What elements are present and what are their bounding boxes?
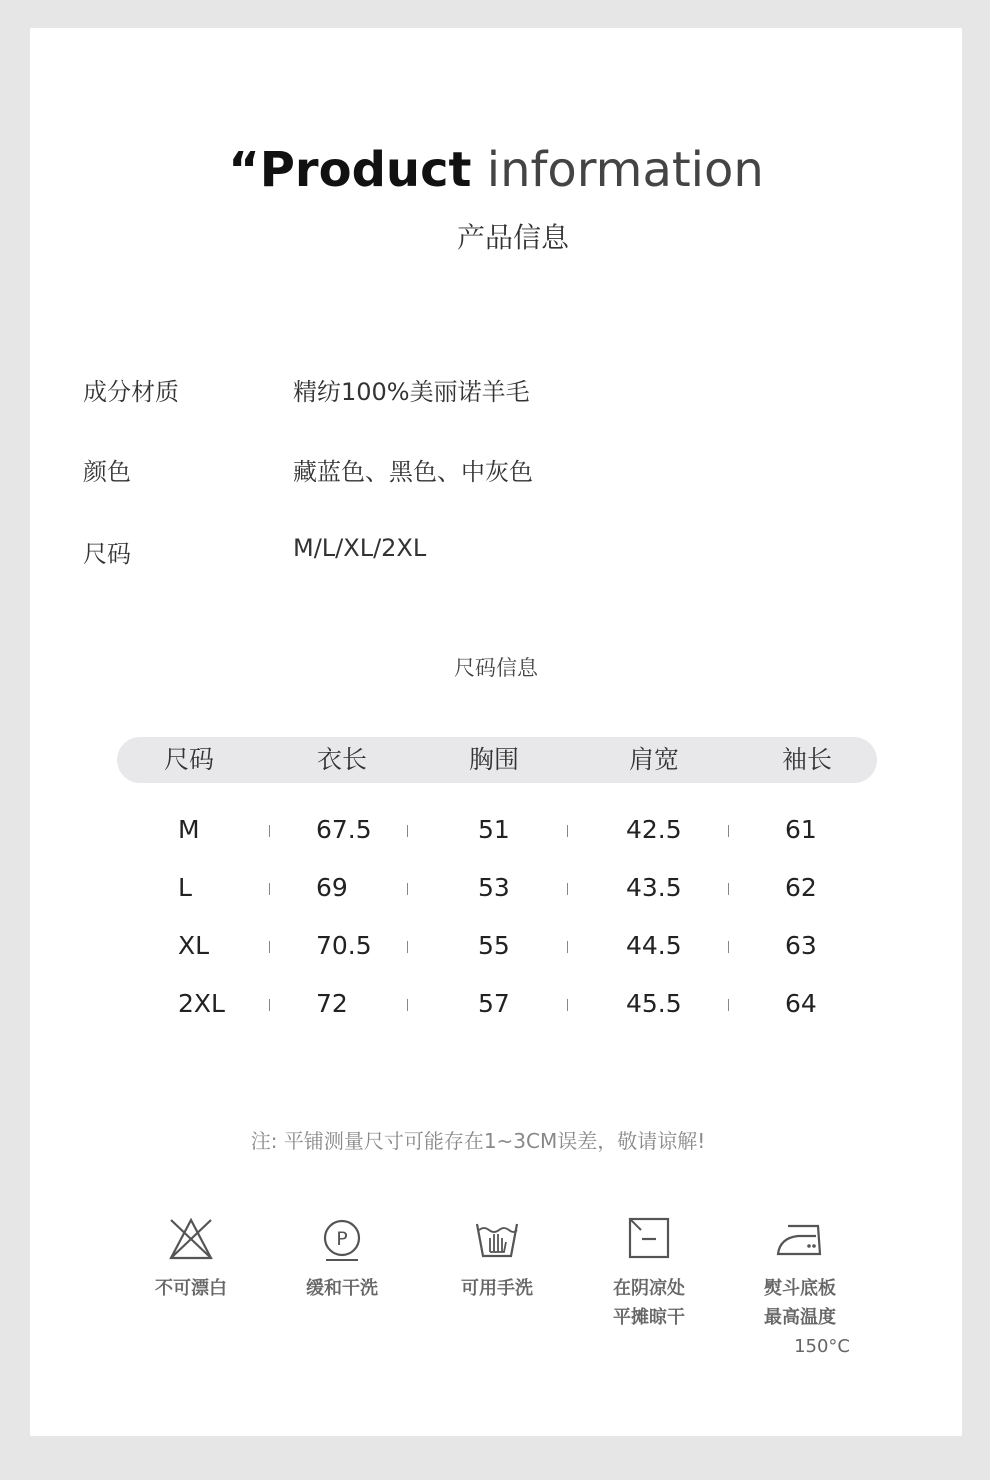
table-cell: 55 xyxy=(478,931,510,960)
table-cell: L xyxy=(178,873,192,902)
info-value: 精纺100%美丽诺羊毛 xyxy=(293,378,530,406)
cell-divider xyxy=(567,883,568,895)
cell-divider xyxy=(269,883,270,895)
cell-divider xyxy=(567,999,568,1011)
table-cell: 43.5 xyxy=(626,873,682,902)
header-cell: 胸围 xyxy=(468,745,520,774)
table-cell: 72 xyxy=(316,989,348,1018)
table-cell: 67.5 xyxy=(316,815,372,844)
cell-divider xyxy=(407,941,408,953)
title-light: information xyxy=(486,142,764,198)
info-value: M/L/XL/2XL xyxy=(293,534,427,562)
care-label-line: 在阴凉处 xyxy=(613,1278,685,1299)
care-label-line: 熨斗底板 xyxy=(764,1278,836,1299)
cell-divider xyxy=(407,883,408,895)
iron-icon xyxy=(774,1216,826,1262)
title-bold: Product xyxy=(259,142,472,198)
dry-flat-shade-icon xyxy=(625,1216,673,1262)
header-cell: 肩宽 xyxy=(628,745,680,774)
cell-divider xyxy=(728,883,729,895)
table-cell: 42.5 xyxy=(626,815,682,844)
table-cell: 61 xyxy=(785,815,817,844)
table-cell: 45.5 xyxy=(626,989,682,1018)
table-cell: 64 xyxy=(785,989,817,1018)
cell-divider xyxy=(269,999,270,1011)
table-cell: XL xyxy=(178,931,210,960)
care-no-bleach xyxy=(131,1216,251,1303)
header-cell: 袖长 xyxy=(781,745,833,774)
header-cell: 尺码 xyxy=(163,745,215,774)
table-cell: 69 xyxy=(316,873,348,902)
cell-divider xyxy=(407,825,408,837)
dry-clean-icon xyxy=(318,1216,366,1262)
table-cell: 2XL xyxy=(178,989,225,1018)
care-label: 不可漂白 xyxy=(155,1278,227,1299)
table-cell: 63 xyxy=(785,931,817,960)
table-cell: 53 xyxy=(478,873,510,902)
table-cell: M xyxy=(178,815,200,844)
info-label: 成分材质 xyxy=(83,378,179,406)
hand-wash-icon xyxy=(473,1216,521,1262)
size-table-title: 尺码信息 xyxy=(454,656,538,680)
care-label-line: 150°C xyxy=(794,1336,850,1357)
cell-divider xyxy=(728,825,729,837)
product-info-card xyxy=(30,28,962,1436)
care-label-line: 最高温度 xyxy=(764,1307,836,1328)
cell-divider xyxy=(407,999,408,1011)
header-cell: 衣长 xyxy=(316,745,368,774)
table-row xyxy=(30,810,962,850)
table-row xyxy=(30,926,962,966)
care-label: 可用手洗 xyxy=(461,1278,533,1299)
title-quote: “ xyxy=(228,142,260,198)
cell-divider xyxy=(269,941,270,953)
info-value: 藏蓝色、黑色、中灰色 xyxy=(293,458,533,486)
cell-divider xyxy=(567,941,568,953)
info-label: 尺码 xyxy=(83,540,131,568)
table-cell: 44.5 xyxy=(626,931,682,960)
table-cell: 62 xyxy=(785,873,817,902)
no-bleach-icon xyxy=(167,1216,215,1262)
measurement-note: 注: 平铺测量尺寸可能存在1~3CM误差，敬请谅解! xyxy=(250,1129,706,1153)
table-row xyxy=(30,984,962,1024)
care-dry-flat xyxy=(589,1216,709,1332)
care-hand-wash xyxy=(437,1216,557,1303)
cell-divider xyxy=(269,825,270,837)
table-cell: 70.5 xyxy=(316,931,372,960)
page-subtitle: 产品信息 xyxy=(456,221,569,254)
care-label-line: 平摊晾干 xyxy=(613,1307,685,1328)
info-label: 颜色 xyxy=(83,458,131,486)
care-dry-clean xyxy=(282,1216,402,1303)
svg-text:P: P xyxy=(336,1228,348,1250)
care-iron xyxy=(740,1216,860,1361)
cell-divider xyxy=(728,941,729,953)
table-row xyxy=(30,868,962,908)
table-cell: 51 xyxy=(478,815,510,844)
cell-divider xyxy=(728,999,729,1011)
care-label: 缓和干洗 xyxy=(306,1278,378,1299)
table-cell: 57 xyxy=(478,989,510,1018)
cell-divider xyxy=(567,825,568,837)
